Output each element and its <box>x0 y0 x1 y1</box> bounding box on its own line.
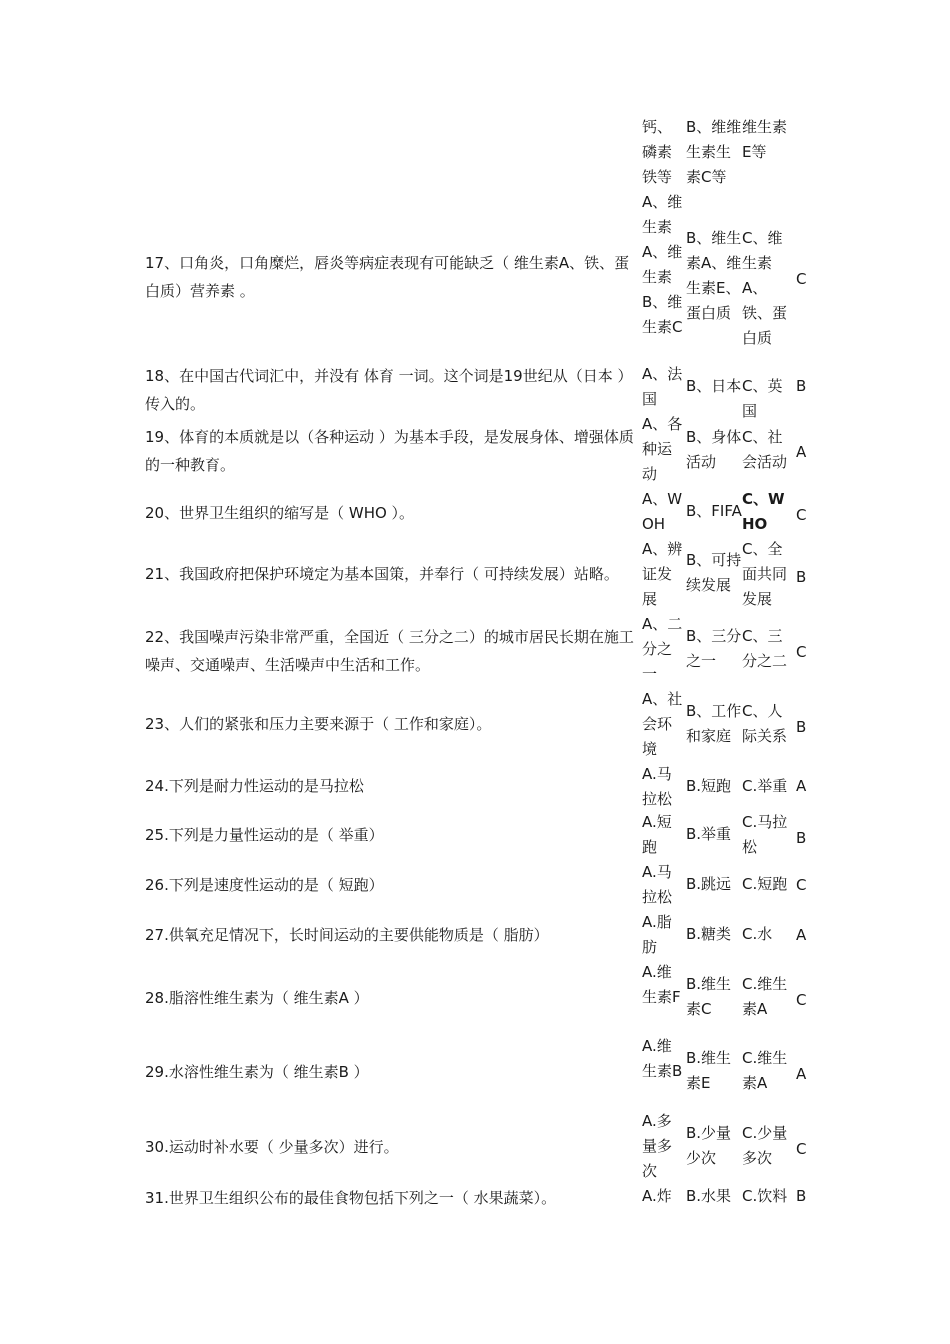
option-c: C.水 <box>742 925 773 943</box>
option-b: B、工作和家庭 <box>686 702 742 745</box>
answer-key: B <box>796 377 807 395</box>
option-b: B、维维生素生素C等 <box>686 118 742 186</box>
option-b: B.跳远 <box>686 875 732 893</box>
option-a: A.多量多次 <box>642 1112 673 1180</box>
option-b: B.维生素C <box>686 975 732 1018</box>
option-a: A.脂肪 <box>642 913 672 956</box>
question-text: 27.供氧充足情况下，长时间运动的主要供能物质是（ 脂肪） <box>145 926 549 944</box>
option-a: A、二分之一 <box>642 615 683 683</box>
option-a: A、维生素A、维生素B、维生素C <box>642 193 683 336</box>
option-c: C、WHO <box>742 490 785 533</box>
option-c: C.马拉松 <box>742 813 788 856</box>
option-a: A、WOH <box>642 490 683 533</box>
option-a: A、法国 <box>642 365 683 408</box>
question-text <box>145 499 641 527</box>
question-text: 29.水溶性维生素为（ 维生素B ） <box>145 1063 369 1081</box>
option-b: B.水果 <box>686 1187 732 1205</box>
option-a: A.维生素B <box>642 1037 683 1080</box>
question-text: 17、口角炎，口角糜烂，唇炎等病症表现有可能缺乏（ 维生素A、铁、蛋白质）营养素 。 <box>145 254 630 300</box>
option-b: B、FIFA <box>686 502 742 520</box>
answer-key: B <box>796 718 807 736</box>
option-a: A.马拉松 <box>642 765 673 808</box>
answer-key: C <box>796 876 807 894</box>
question-text-content: 20、世界卫生组织的缩写是（ WHO ）。 <box>145 504 415 522</box>
option-a: A、社会环境 <box>642 690 683 758</box>
answer-key: C <box>796 1140 807 1158</box>
option-b: B、身体活动 <box>686 428 742 471</box>
answer-key: C <box>796 270 807 288</box>
answer-key: A <box>796 926 807 944</box>
question-text: 26.下列是速度性运动的是（ 短跑） <box>145 876 384 894</box>
option-c: C.维生素A <box>742 1049 788 1092</box>
option-b: B.糖类 <box>686 925 732 943</box>
question-text: 21、我国政府把保护环境定为基本国策，并奉行（ 可持续发展）站略。 <box>145 565 619 583</box>
option-c: C、全面共同发展 <box>742 540 788 608</box>
option-a: A.马拉松 <box>642 863 673 906</box>
question-text: 18、在中国古代词汇中，并没有 体育 一词。这个词是19世纪从（日本 ）传入的。 <box>145 367 633 413</box>
answer-key: A <box>796 777 807 795</box>
option-b: B.短跑 <box>686 777 732 795</box>
option-a: A.维生素F <box>642 963 681 1006</box>
option-b: B、日本 <box>686 377 742 395</box>
option-a: 钙、磷素铁等 <box>642 118 673 186</box>
option-c: C、英国 <box>742 377 783 420</box>
option-a: A、各种运动 <box>642 415 683 483</box>
option-b: B.少量少次 <box>686 1124 732 1167</box>
answer-key: B <box>796 829 807 847</box>
question-text: 23、人们的紧张和压力主要来源于（ 工作和家庭）。 <box>145 715 492 733</box>
option-c: C.少量多次 <box>742 1124 788 1167</box>
option-b: B、三分之一 <box>686 627 742 670</box>
question-text: 19、体育的本质就是以（各种运动 ）为基本手段，是发展身体、增强体质的一种教育。 <box>145 428 634 474</box>
question-text: 22、我国噪声污染非常严重，全国近（ 三分之二）的城市居民长期在施工噪声、交通噪声、生活噪声中生活和工作。 <box>145 628 634 674</box>
option-c: C、三分之二 <box>742 627 788 670</box>
question-text: 30.运动时补水要（ 少量多次）进行。 <box>145 1138 399 1156</box>
option-c: C.举重 <box>742 777 788 795</box>
option-a: A.短跑 <box>642 813 672 856</box>
answer-key: C <box>796 991 807 1009</box>
option-c: C、社会活动 <box>742 428 788 471</box>
option-b: B.维生素E <box>686 1049 732 1092</box>
question-text: 25.下列是力量性运动的是（ 举重） <box>145 826 384 844</box>
option-a: A、辨证发展 <box>642 540 683 608</box>
answer-key: B <box>796 1187 807 1205</box>
option-c: C、人际关系 <box>742 702 788 745</box>
question-text: 24.下列是耐力性运动的是马拉松 <box>145 777 364 795</box>
answer-key: C <box>796 643 807 661</box>
option-b: B、可持续发展 <box>686 551 742 594</box>
option-c: 维生素E等 <box>742 118 788 161</box>
question-text: 28.脂溶性维生素为（ 维生素A ） <box>145 989 369 1007</box>
answer-key: B <box>796 568 807 586</box>
option-c: C.维生素A <box>742 975 788 1018</box>
option-c: C、维生素A、铁、蛋白质 <box>742 229 788 347</box>
answer-key: A <box>796 443 807 461</box>
answer-key: A <box>796 1065 807 1083</box>
answer-key: C <box>796 506 807 524</box>
option-b: B.举重 <box>686 825 732 843</box>
option-a: A.炸 <box>642 1187 672 1205</box>
question-text: 31.世界卫生组织公布的最佳食物包括下列之一（ 水果蔬菜）。 <box>145 1189 557 1207</box>
option-c: C.短跑 <box>742 875 788 893</box>
option-b: B、维生素A、维生素E、蛋白质 <box>686 229 742 322</box>
option-c: C.饮料 <box>742 1187 788 1205</box>
